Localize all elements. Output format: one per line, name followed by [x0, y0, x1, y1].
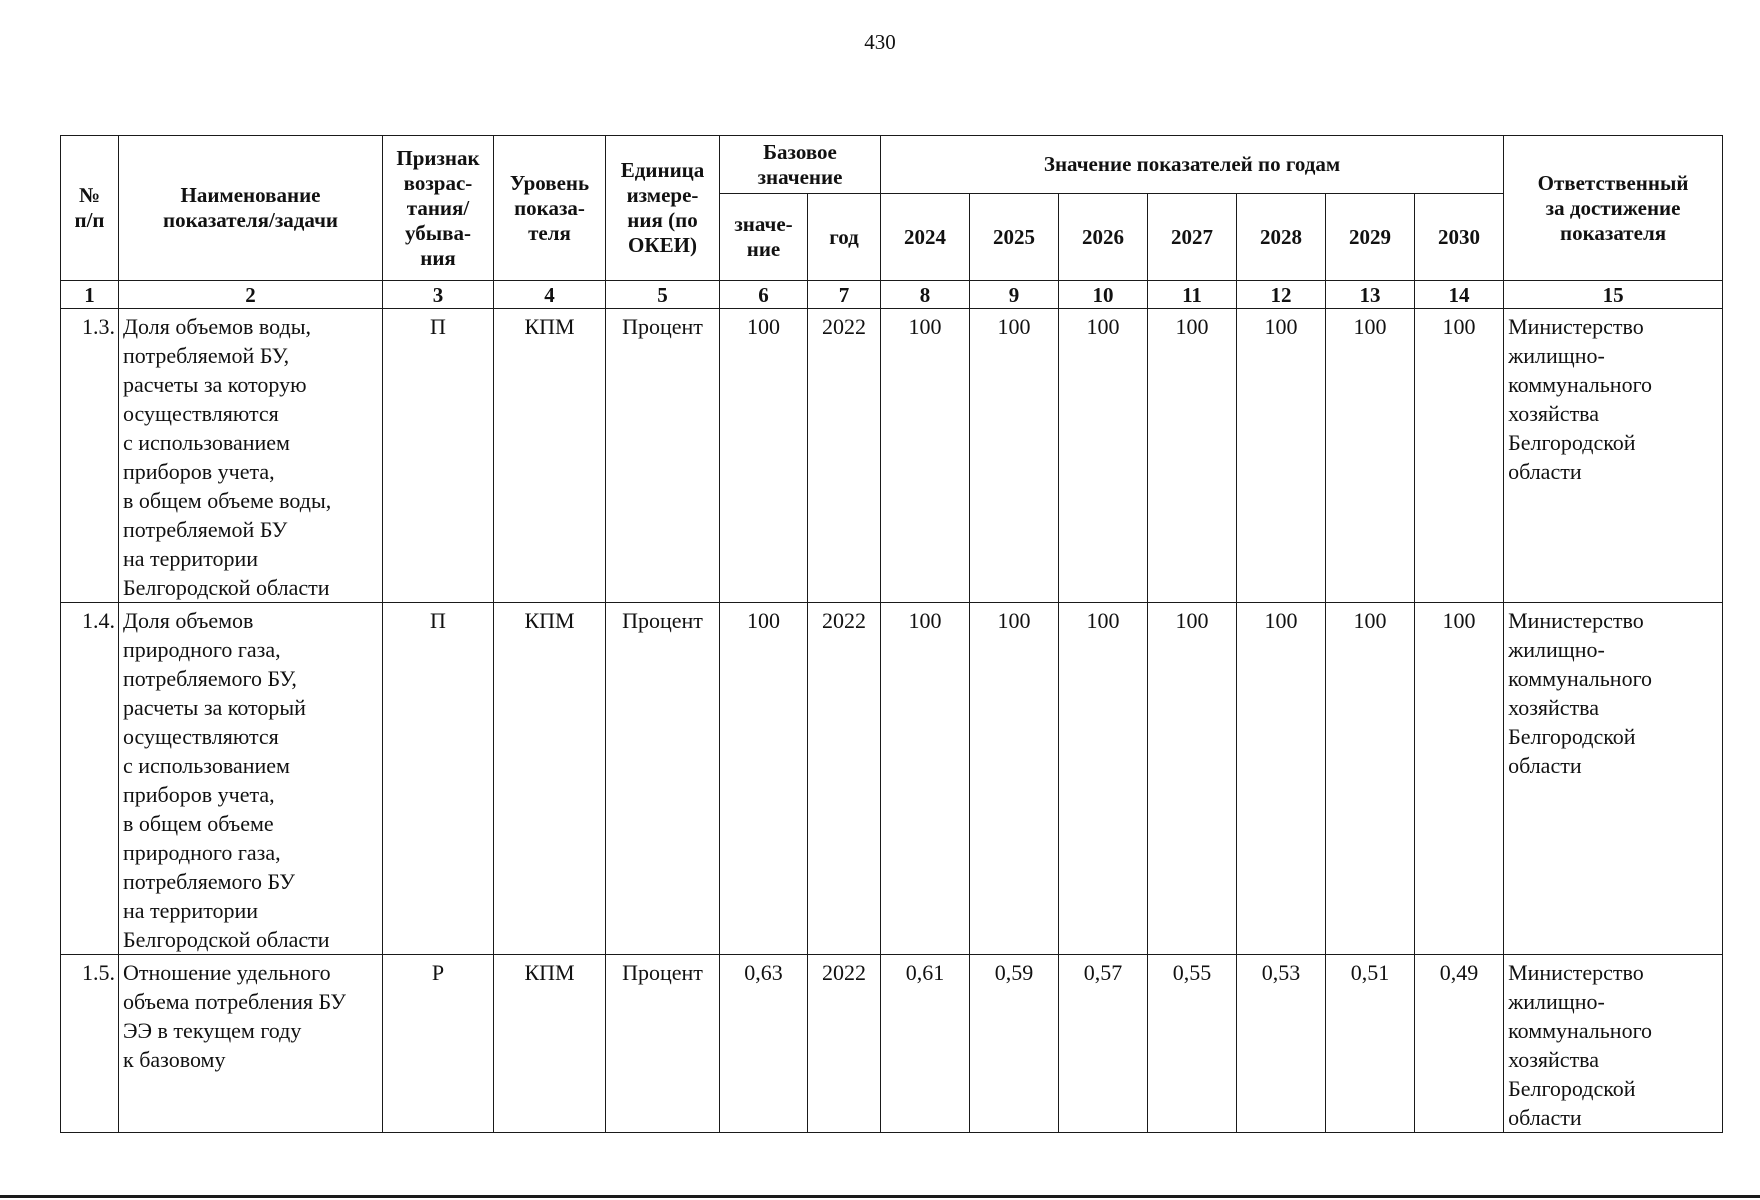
column-number: 1 [61, 281, 119, 309]
year-value: 100 [1326, 309, 1415, 603]
column-number: 12 [1237, 281, 1326, 309]
header-year: 2029 [1326, 194, 1415, 281]
indicator-level: КПМ [494, 309, 606, 603]
bottom-rule [0, 1195, 1760, 1198]
responsible: Министерство жилищно- коммунального хозяйства Белгородской области [1504, 955, 1723, 1133]
column-number: 4 [494, 281, 606, 309]
responsible: Министерство жилищно- коммунального хозяйства Белгородской области [1504, 603, 1723, 955]
base-value: 100 [720, 603, 808, 955]
year-value: 0,53 [1237, 955, 1326, 1133]
base-year: 2022 [808, 309, 881, 603]
header-years-group: Значение показателей по годам [881, 136, 1504, 194]
year-value: 100 [881, 309, 970, 603]
year-value: 100 [1148, 603, 1237, 955]
header-year: 2025 [970, 194, 1059, 281]
growth-sign: П [383, 309, 494, 603]
base-value: 0,63 [720, 955, 808, 1133]
year-value: 100 [1059, 603, 1148, 955]
header-col-unit: Единица измере- ния (по ОКЕИ) [606, 136, 720, 281]
column-number: 6 [720, 281, 808, 309]
row-number: 1.4. [61, 603, 119, 955]
table-row [61, 603, 1723, 955]
year-value: 0,59 [970, 955, 1059, 1133]
header-col-level: Уровень показа- теля [494, 136, 606, 281]
table-row [61, 955, 1723, 1133]
indicator-name: Доля объемов природного газа, потребляемого БУ, расчеты за который осуществляются с использованием приборов учета, в общем объеме природного газа, потребляемого БУ на территории Белгородской области [119, 603, 383, 955]
unit: Процент [606, 955, 720, 1133]
indicator-name: Отношение удельного объема потребления БУ ЭЭ в текущем году к базовому [119, 955, 383, 1133]
year-value: 0,51 [1326, 955, 1415, 1133]
header-base-group: Базовое значение [720, 136, 881, 194]
responsible: Министерство жилищно- коммунального хозяйства Белгородской области [1504, 309, 1723, 603]
column-number: 10 [1059, 281, 1148, 309]
column-number: 9 [970, 281, 1059, 309]
year-value: 100 [1326, 603, 1415, 955]
year-value: 100 [1059, 309, 1148, 603]
year-value: 100 [1237, 309, 1326, 603]
year-value: 0,49 [1415, 955, 1504, 1133]
unit: Процент [606, 309, 720, 603]
header-col-name: Наименование показателя/задачи [119, 136, 383, 281]
header-year: 2026 [1059, 194, 1148, 281]
indicator-level: КПМ [494, 955, 606, 1133]
column-number: 8 [881, 281, 970, 309]
year-value: 100 [1415, 309, 1504, 603]
indicator-name: Доля объемов воды, потребляемой БУ, расчеты за которую осуществляются с использованием приборов учета, в общем объеме воды, потребляемой БУ на территории Белгородской области [119, 309, 383, 603]
page-number: 430 [864, 30, 896, 54]
base-value: 100 [720, 309, 808, 603]
header-year: 2027 [1148, 194, 1237, 281]
year-value: 100 [970, 309, 1059, 603]
year-value: 0,55 [1148, 955, 1237, 1133]
column-number: 5 [606, 281, 720, 309]
column-number-row [61, 281, 1723, 309]
table-row [61, 309, 1723, 603]
column-number: 2 [119, 281, 383, 309]
year-value: 100 [1237, 603, 1326, 955]
header-base-year: год [808, 194, 881, 281]
column-number: 7 [808, 281, 881, 309]
column-number: 15 [1504, 281, 1723, 309]
column-number: 14 [1415, 281, 1504, 309]
header-col-sign: Признак возрас- тания/ убыва- ния [383, 136, 494, 281]
header-year: 2024 [881, 194, 970, 281]
unit: Процент [606, 603, 720, 955]
year-value: 100 [881, 603, 970, 955]
year-value: 0,61 [881, 955, 970, 1133]
year-value: 100 [1148, 309, 1237, 603]
year-value: 100 [1415, 603, 1504, 955]
indicators-table-container [60, 135, 1712, 1133]
header-row-1 [61, 136, 1723, 194]
indicator-level: КПМ [494, 603, 606, 955]
base-year: 2022 [808, 603, 881, 955]
year-value: 0,57 [1059, 955, 1148, 1133]
header-col-num: № п/п [61, 136, 119, 281]
header-year: 2030 [1415, 194, 1504, 281]
header-col-responsible: Ответственный за достижение показателя [1504, 136, 1723, 281]
indicators-table [60, 135, 1723, 1133]
year-value: 100 [970, 603, 1059, 955]
header-year: 2028 [1237, 194, 1326, 281]
base-year: 2022 [808, 955, 881, 1133]
growth-sign: П [383, 603, 494, 955]
column-number: 11 [1148, 281, 1237, 309]
header-base-value: значе- ние [720, 194, 808, 281]
row-number: 1.3. [61, 309, 119, 603]
growth-sign: Р [383, 955, 494, 1133]
column-number: 13 [1326, 281, 1415, 309]
column-number: 3 [383, 281, 494, 309]
row-number: 1.5. [61, 955, 119, 1133]
